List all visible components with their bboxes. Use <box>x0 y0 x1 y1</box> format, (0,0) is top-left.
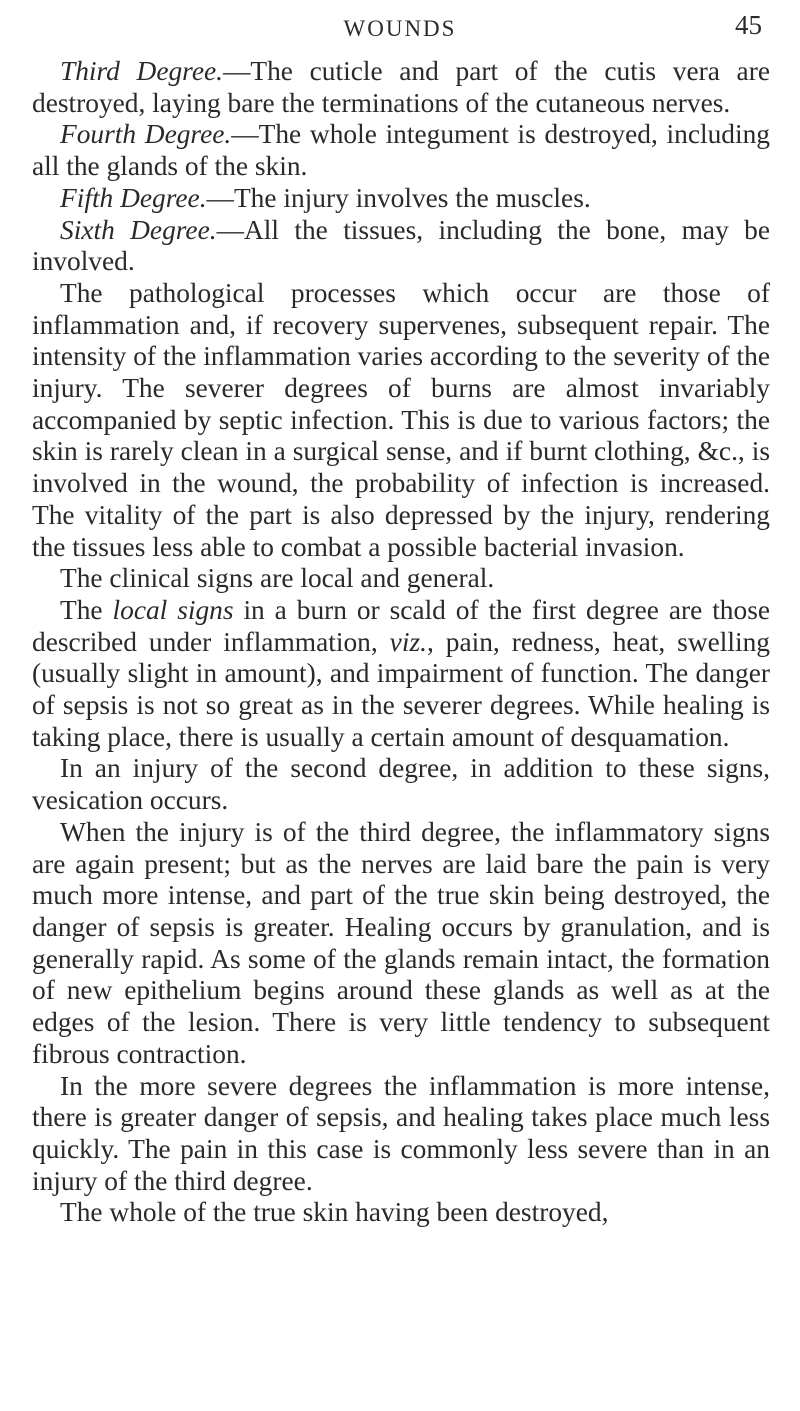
paragraph-severe-degrees: In the more severe degrees the inflammation is more intense, there is greater danger of sepsis, and healing takes place much less quickly. The pain in this case is commonly less severe than in an injury of the third degree. <box>32 1070 770 1196</box>
paragraph-third-degree-injury: When the injury is of the third degree, the inflammatory signs are again present; but as the nerves are laid bare the pain is very much more intense, and part of the true skin being destroyed, the danger of sepsis is greater. Healing occurs by granulation, and is generally rapid. As some of the glands remain intact, the formation of new epithelium begins around these glands as well as at the edges of the lesion. There is very little tendency to subsequent fibrous contraction. <box>32 816 770 1069</box>
local-signs-term: local signs <box>112 594 234 625</box>
text-sixth-degree: —All the tissues, including the bone, may be involved. <box>32 214 770 277</box>
page-number: 45 <box>735 10 762 40</box>
local-signs-viz: viz. <box>389 626 427 657</box>
text-third-degree: —The cuticle and part of the cutis vera are destroyed, laying bare the terminations of the cutaneous nerves. <box>32 56 770 118</box>
term-third-degree: Third Degree. <box>60 56 223 86</box>
paragraph-second-degree: In an injury of the second degree, in addition to these signs, vesication occurs. <box>32 753 770 816</box>
local-signs-after: , pain, redness, heat, swelling (usually slight in amount), and impairment of function. The danger of sepsis is not so great as in the severer degrees. While healing is taking place, there is usually a certain amount of desquamation. <box>32 626 770 752</box>
local-signs-before: The <box>60 594 113 625</box>
running-title: WOUNDS <box>343 16 457 41</box>
paragraph-clinical: The clinical signs are local and general. <box>60 563 495 594</box>
paragraph-fifth-degree <box>32 183 770 215</box>
term-fifth-degree: Fifth Degree. <box>60 182 207 213</box>
body-text <box>32 56 770 1229</box>
paragraph-pathological: The pathological processes which occur are those of inflammation and, if recovery supervenes, subsequent repair. The intensity of the inflammation varies according to the severity of the injury. The severer degrees of burns are almost invariably accompanied by septic infection. This is due to various factors; the skin is rarely clean in a surgical sense, and if burnt clothing, &c., is involved in the wound, the probability of infection is increased. The vitality of the part is also depressed by the injury, rendering the tissues less able to combat a possible bacterial invasion. <box>32 277 770 562</box>
text-fourth-degree: —The whole integument is destroyed, including all the glands of the skin. <box>32 119 770 182</box>
term-sixth-degree: Sixth Degree. <box>60 214 217 245</box>
local-signs-middle: in a burn or scald of the first degree are those described under inflammation, <box>32 594 771 657</box>
paragraph-whole-skin: The whole of the true skin having been destroyed, <box>60 1197 609 1228</box>
running-head <box>0 10 800 46</box>
text-fifth-degree: —The injury involves the muscles. <box>206 182 591 213</box>
paragraph-sixth-degree <box>32 215 770 278</box>
paragraph-local-signs <box>32 595 770 754</box>
paragraph-third-degree <box>32 56 770 119</box>
term-fourth-degree: Fourth Degree. <box>60 119 232 150</box>
paragraph-fourth-degree <box>32 119 770 182</box>
